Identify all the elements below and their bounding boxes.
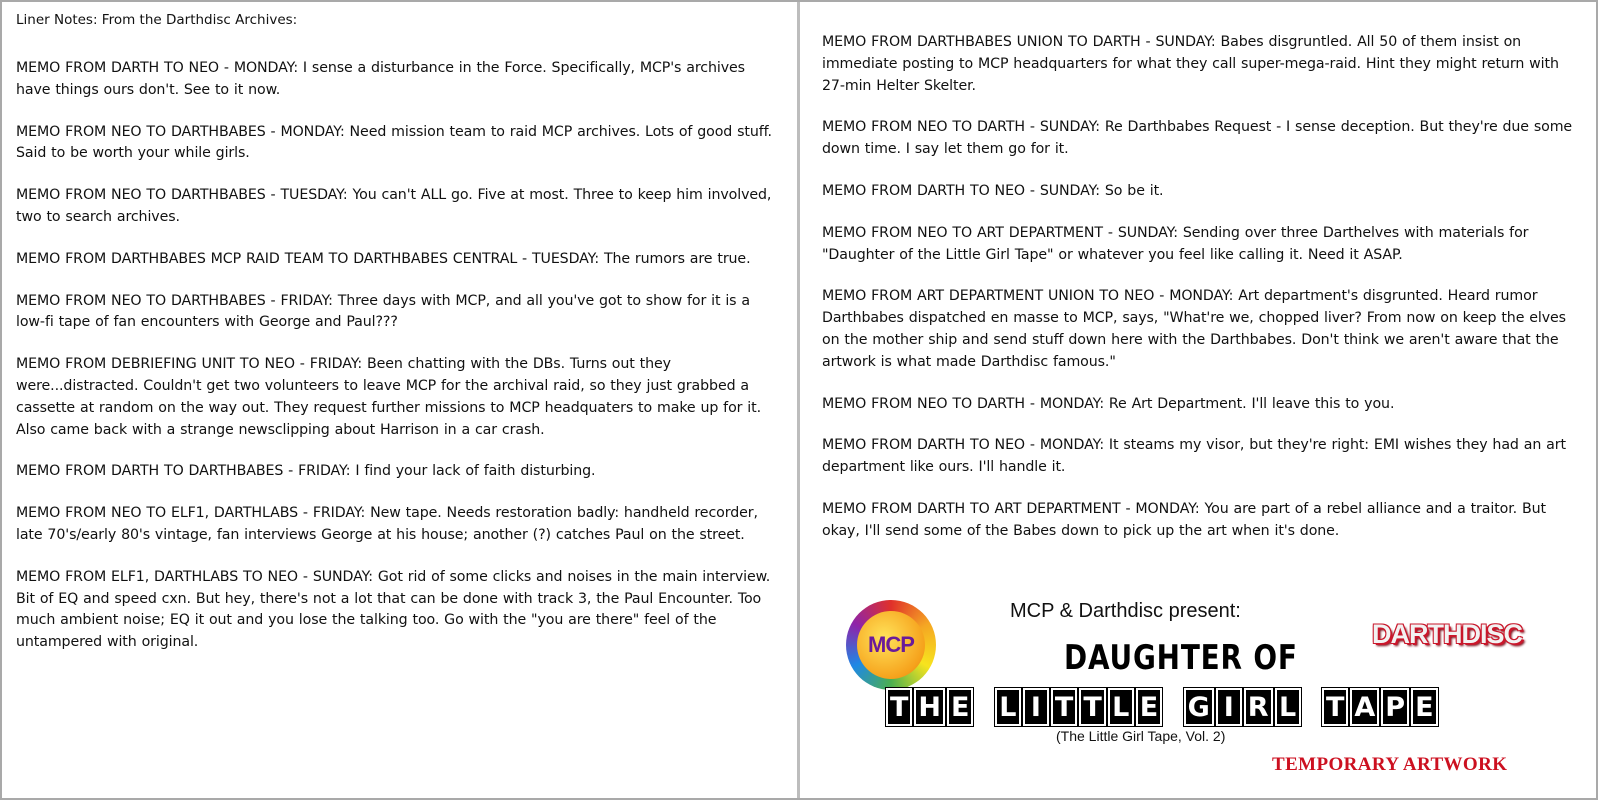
presents-line: MCP & Darthdisc present: <box>1010 600 1241 622</box>
memo-text: MEMO FROM DARTHBABES MCP RAID TEAM TO DARTHBABES CENTRAL - TUESDAY: The rumors are true. <box>16 250 751 267</box>
left-panel <box>2 2 797 674</box>
title-letter-tile: E <box>1411 688 1437 726</box>
daughter-of-title: DAUGHTER OF <box>1064 638 1298 678</box>
memo-text: MEMO FROM NEO TO DARTH - SUNDAY: Re Darthbabes Request - I sense deception. But they're due some down time. I say let them go for it. <box>822 119 1573 158</box>
memo-text: MEMO FROM ART DEPARTMENT UNION TO NEO - MONDAY: Art department's disgrunted. Heard rumor Darthbabes dispatched en masse to MCP, says, "What're we, chopped liver? From now on keep the elves on the mother ship and send stuff down here with the Darthbabes. Don't think we aren't aware that the artwork is what made Darthdisc famous." <box>822 288 1566 370</box>
title-tile-gap <box>1303 688 1320 726</box>
title-letter-tile: P <box>1381 688 1409 726</box>
title-tile-gap <box>975 688 992 726</box>
memo-text: MEMO FROM NEO TO DARTHBABES - MONDAY: Need mission team to raid MCP archives. Lots of good stuff. Said to be worth your while girls. <box>16 123 772 162</box>
memo-text: MEMO FROM DARTH TO NEO - MONDAY: It steams my visor, but they're right: EMI wishes they had an art department like ours. I'll handle it. <box>822 437 1566 476</box>
liner-notes-heading: Liner Notes: From the Darthdisc Archives: <box>16 12 298 28</box>
title-letter-tile: T <box>1322 688 1348 726</box>
title-letter-tile: T <box>1079 688 1105 726</box>
title-letter-tile: I <box>1216 688 1242 726</box>
title-letter-tile: A <box>1350 688 1379 726</box>
title-tile-gap <box>1164 688 1181 726</box>
memo-text: MEMO FROM ELF1, DARTHLABS TO NEO - SUNDAY: Got rid of some clicks and noises in the main interview. Bit of EQ and speed cxn. But hey, there's not a lot that can be done with track 3, the Paul Encounter. Too much ambient noise; EQ it out and you lose the talking too. Go with the "you are there" feel of the untampered with original. <box>16 568 771 651</box>
memo-text: MEMO FROM NEO TO DARTH - MONDAY: Re Art Department. I'll leave this to you. <box>822 395 1395 412</box>
title-letter-tile: T <box>886 688 912 726</box>
title-letter-tile: H <box>914 688 945 726</box>
title-letter-tile: L <box>1275 688 1301 726</box>
memo-text: MEMO FROM NEO TO DARTHBABES - TUESDAY: You can't ALL go. Five at most. Three to keep him involved, two to search archives. <box>16 187 772 225</box>
memo-text: MEMO FROM DARTH TO NEO - MONDAY: I sense a disturbance in the Force. Specifically, MCP's archives have things ours don't. See to it now. <box>16 60 745 98</box>
mcp-logo-center <box>857 611 925 679</box>
memo-text: MEMO FROM NEO TO ELF1, DARTHLABS - FRIDAY: New tape. Needs restoration badly: handheld recorder, late 70's/early 80's vintage, fan interviews George at his house; another (?) catches Paul on the street. <box>16 505 758 543</box>
title-letter-tile: E <box>947 688 973 726</box>
mcp-logo-text: MCP <box>868 632 914 657</box>
title-letter-tile: R <box>1244 688 1273 726</box>
memo-text: MEMO FROM NEO TO DARTHBABES - FRIDAY: Three days with MCP, and all you've got to show for it is a low-fi tape of fan encounters with George and Paul??? <box>16 292 750 331</box>
title-letter-tile: I <box>1023 688 1049 726</box>
memo-text: MEMO FROM DARTH TO DARTHBABES - FRIDAY: I find your lack of faith disturbing. <box>16 463 596 480</box>
darthdisc-logo: DARTHDISC <box>1372 618 1522 649</box>
title-letter-tile: L <box>995 688 1021 726</box>
album-subtitle: (The Little Girl Tape, Vol. 2) <box>1056 728 1226 744</box>
memo-text: MEMO FROM DARTH TO NEO - SUNDAY: So be it. <box>822 182 1164 199</box>
title-letter-tile: E <box>1136 688 1162 726</box>
title-letter-tile: G <box>1184 688 1214 726</box>
mcp-logo <box>846 600 936 690</box>
memo-text: MEMO FROM DARTHBABES UNION TO DARTH - SUNDAY: Babes disgruntled. All 50 of them insist on immediate posting to MCP headquarters for what they call super-mega-raid. Hint they might return with 27-min Helter Skelter. <box>822 34 1559 94</box>
little-girl-tape-title <box>886 688 1438 726</box>
right-panel <box>800 2 1596 563</box>
title-letter-tile: L <box>1108 688 1134 726</box>
memo-text: MEMO FROM DEBRIEFING UNIT TO NEO - FRIDAY: Been chatting with the DBs. Turns out they were...distracted. Couldn't get two volunteers to leave MCP for the archival raid, so they just grabbed a cassette at random on the way out. They request further missions to MCP headquaters to make up for it. Also came back with a strange newsclipping about Harrison in a car crash. <box>16 356 762 438</box>
temporary-artwork-label: TEMPORARY ARTWORK <box>1272 754 1508 775</box>
memo-text: MEMO FROM NEO TO ART DEPARTMENT - SUNDAY: Sending over three Darthelves with materials for "Daughter of the Little Girl Tape" or whatever you feel like calling it. Need it ASAP. <box>822 224 1529 263</box>
cover-artwork <box>800 598 1596 798</box>
title-letter-tile: T <box>1051 688 1077 726</box>
memo-text: MEMO FROM DARTH TO ART DEPARTMENT - MONDAY: You are part of a rebel alliance and a traitor. But okay, I'll send some of the Babes down to pick up the art when it's done. <box>822 500 1546 539</box>
